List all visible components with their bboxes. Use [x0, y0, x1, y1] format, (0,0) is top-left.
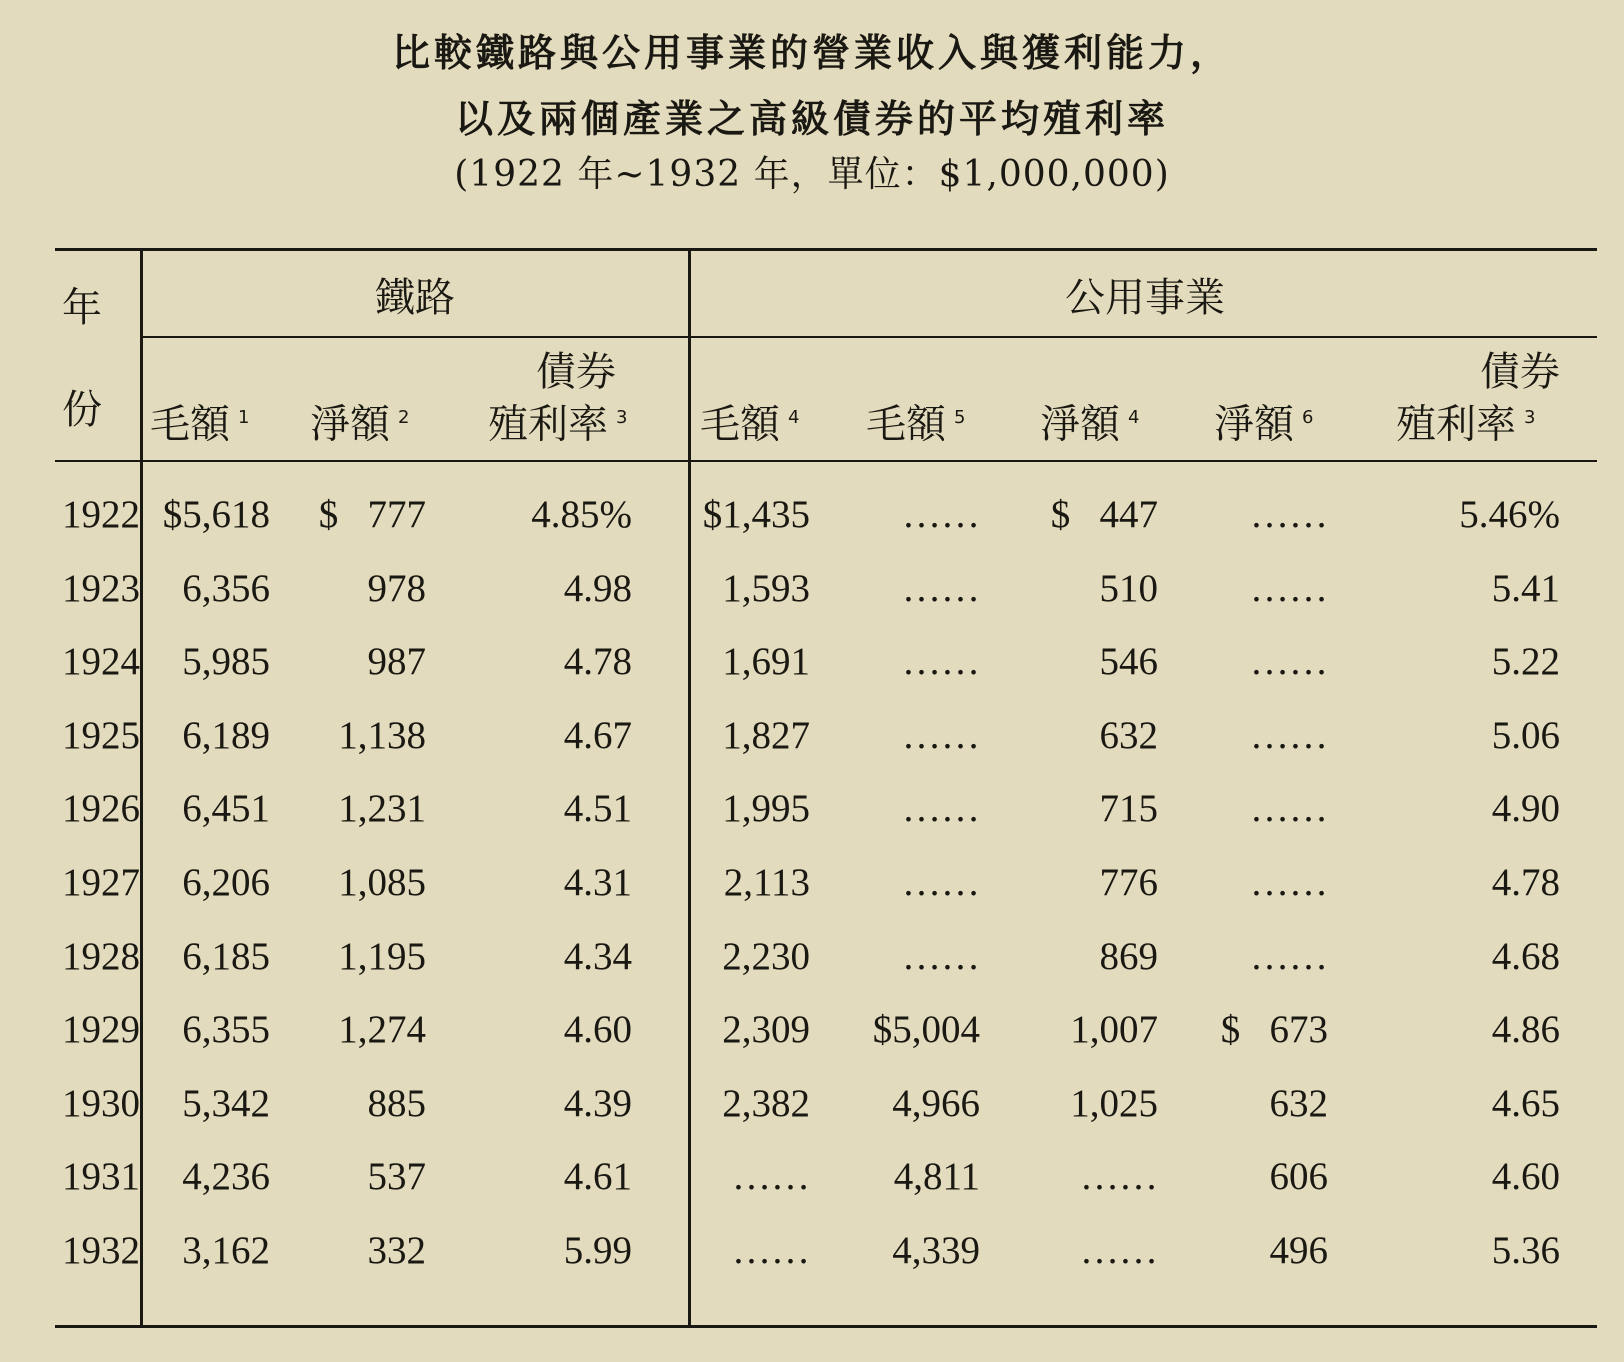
value-cell: 1,085 — [338, 861, 426, 904]
value-cell: 2,382 — [722, 1081, 810, 1125]
value-cell: $ 447 — [1050, 493, 1158, 536]
value-cell: 4.68 — [1491, 934, 1560, 978]
value-cell: 776 — [1099, 861, 1158, 904]
year-cell: 1924 — [62, 640, 140, 684]
value-cell: 632 — [1099, 713, 1158, 757]
value-cell: 1,195 — [338, 934, 426, 978]
value-cell: 5.46% — [1459, 493, 1560, 536]
footnote-marker: 2 — [398, 407, 410, 428]
year-cell: 1923 — [62, 566, 140, 610]
value-cell: …… — [902, 713, 980, 757]
value-cell: 537 — [367, 1155, 426, 1199]
column-header-label: 淨額 — [310, 401, 390, 448]
header-separator — [55, 460, 1597, 462]
value-cell: 1,691 — [722, 640, 810, 684]
value-cell: $5,004 — [872, 1008, 980, 1052]
value-cell: 715 — [1099, 787, 1158, 831]
footnote-marker: 4 — [1128, 407, 1140, 428]
column-header-3 — [488, 394, 627, 448]
value-cell: 4.65 — [1491, 1081, 1560, 1125]
column-header-2 — [310, 394, 409, 448]
value-cell: 546 — [1099, 640, 1158, 684]
value-cell: 332 — [367, 1229, 426, 1272]
value-cell: 5,985 — [182, 640, 270, 684]
value-cell: 1,007 — [1070, 1008, 1158, 1052]
value-cell: 869 — [1099, 934, 1158, 978]
value-cell: 6,206 — [182, 861, 270, 904]
column-header-label: 殖利率 — [488, 401, 608, 448]
year-cell: 1927 — [62, 861, 140, 904]
value-cell: 1,274 — [338, 1008, 426, 1052]
utilities-bond-header-top: 債券 — [1480, 349, 1560, 395]
value-cell: 4.78 — [563, 640, 632, 684]
year-cell: 1930 — [62, 1081, 140, 1125]
column-header-label: 淨額 — [1040, 401, 1120, 448]
value-cell: 4.51 — [563, 787, 632, 831]
value-cell: 3,162 — [182, 1229, 270, 1272]
value-cell: 6,189 — [182, 713, 270, 757]
value-cell: …… — [1250, 713, 1328, 757]
table-title: 比較鐵路與公用事業的營業收入與獲利能力， — [391, 30, 1232, 75]
year-header-bottom: 份 — [62, 387, 102, 433]
value-cell: 6,356 — [182, 566, 270, 610]
value-cell: 2,230 — [722, 934, 810, 978]
value-cell: 4.98 — [563, 566, 632, 610]
year-cell: 1928 — [62, 934, 140, 978]
value-cell: 5.22 — [1491, 640, 1560, 684]
column-header-4 — [700, 394, 799, 448]
year-cell: 1929 — [62, 1008, 140, 1052]
value-cell: …… — [902, 934, 980, 978]
footnote-marker: 1 — [238, 407, 250, 428]
footnote-marker: 5 — [954, 407, 966, 428]
value-cell: 978 — [367, 566, 426, 610]
value-cell: 4.60 — [1491, 1155, 1560, 1199]
value-cell: 5,342 — [182, 1081, 270, 1125]
value-cell: 1,995 — [722, 787, 810, 831]
value-cell: 5.41 — [1491, 566, 1560, 610]
railroad-group-header: 鐵路 — [375, 275, 455, 321]
value-cell: 4.31 — [563, 861, 632, 904]
footnote-marker: 3 — [1524, 407, 1536, 428]
column-header-label: 殖利率 — [1396, 401, 1516, 448]
column-header-1 — [150, 394, 249, 448]
value-cell: 4.90 — [1491, 787, 1560, 831]
top-rule — [55, 248, 1597, 251]
value-cell: 1,593 — [722, 566, 810, 610]
railroad-bond-header-top: 債券 — [536, 349, 616, 395]
column-header-label: 毛額 — [866, 401, 946, 448]
value-cell: 4.60 — [563, 1008, 632, 1052]
value-cell: 4,966 — [892, 1081, 980, 1125]
table-subtitle: 以及兩個產業之高級債券的平均殖利率 — [454, 96, 1169, 141]
value-cell: …… — [902, 787, 980, 831]
value-cell: $1,435 — [702, 493, 810, 536]
value-cell: 1,827 — [722, 713, 810, 757]
value-cell: 4.86 — [1491, 1008, 1560, 1052]
value-cell: …… — [1250, 861, 1328, 904]
value-cell: 5.06 — [1491, 713, 1560, 757]
footnote-marker: 3 — [616, 407, 628, 428]
value-cell: 632 — [1269, 1081, 1328, 1125]
footnote-marker: 6 — [1302, 407, 1314, 428]
year-column-divider — [140, 250, 143, 1326]
bottom-rule — [55, 1325, 1597, 1328]
value-cell: 4,339 — [892, 1229, 980, 1272]
value-cell: 885 — [367, 1081, 426, 1125]
value-cell: 4,811 — [893, 1155, 980, 1199]
value-cell: …… — [902, 493, 980, 536]
value-cell: …… — [1250, 493, 1328, 536]
column-header-label: 毛額 — [150, 401, 230, 448]
value-cell: …… — [1080, 1229, 1158, 1272]
value-cell: 496 — [1269, 1229, 1328, 1272]
value-cell: 2,113 — [723, 861, 810, 904]
value-cell: 606 — [1269, 1155, 1328, 1199]
value-cell: 510 — [1099, 566, 1158, 610]
footnote-marker: 4 — [788, 407, 800, 428]
value-cell: 5.99 — [563, 1229, 632, 1272]
value-cell: …… — [902, 566, 980, 610]
value-cell: …… — [1250, 640, 1328, 684]
value-cell: $ 777 — [318, 493, 426, 536]
year-cell: 1926 — [62, 787, 140, 831]
year-cell: 1932 — [62, 1229, 140, 1272]
value-cell: 1,231 — [338, 787, 426, 831]
column-header-8 — [1396, 394, 1535, 448]
value-cell: $ 673 — [1220, 1008, 1328, 1052]
year-cell: 1925 — [62, 713, 140, 757]
value-cell: $5,618 — [162, 493, 270, 536]
column-header-7 — [1214, 394, 1313, 448]
value-cell: …… — [732, 1229, 810, 1272]
value-cell: 1,025 — [1070, 1081, 1158, 1125]
value-cell: 4.67 — [563, 713, 632, 757]
value-cell: …… — [902, 640, 980, 684]
value-cell: 4.39 — [563, 1081, 632, 1125]
value-cell: 6,185 — [182, 934, 270, 978]
value-cell: 5.36 — [1491, 1229, 1560, 1272]
value-cell: …… — [1080, 1155, 1158, 1199]
value-cell: …… — [902, 861, 980, 904]
column-header-label: 淨額 — [1214, 401, 1294, 448]
value-cell: 2,309 — [722, 1008, 810, 1052]
value-cell: 4,236 — [182, 1155, 270, 1199]
column-header-label: 毛額 — [700, 401, 780, 448]
group-underline — [142, 336, 1597, 338]
value-cell: …… — [1250, 787, 1328, 831]
column-header-6 — [1040, 394, 1139, 448]
utilities-group-header: 公用事業 — [1065, 275, 1225, 321]
value-cell: …… — [1250, 934, 1328, 978]
value-cell: 987 — [367, 640, 426, 684]
value-cell: 1,138 — [338, 713, 426, 757]
value-cell: 4.78 — [1491, 861, 1560, 904]
year-cell: 1931 — [62, 1155, 140, 1199]
value-cell: 4.85% — [531, 493, 632, 536]
value-cell: 4.34 — [563, 934, 632, 978]
value-cell: 6,451 — [182, 787, 270, 831]
column-header-5 — [866, 394, 965, 448]
year-cell: 1922 — [62, 493, 140, 536]
value-cell: 4.61 — [563, 1155, 632, 1199]
year-header-top: 年 — [62, 285, 102, 331]
value-cell: …… — [732, 1155, 810, 1199]
value-cell: 6,355 — [182, 1008, 270, 1052]
value-cell: …… — [1250, 566, 1328, 610]
table-units-note: (1922 年~1932 年，單位：$1,000,000) — [454, 154, 1170, 195]
